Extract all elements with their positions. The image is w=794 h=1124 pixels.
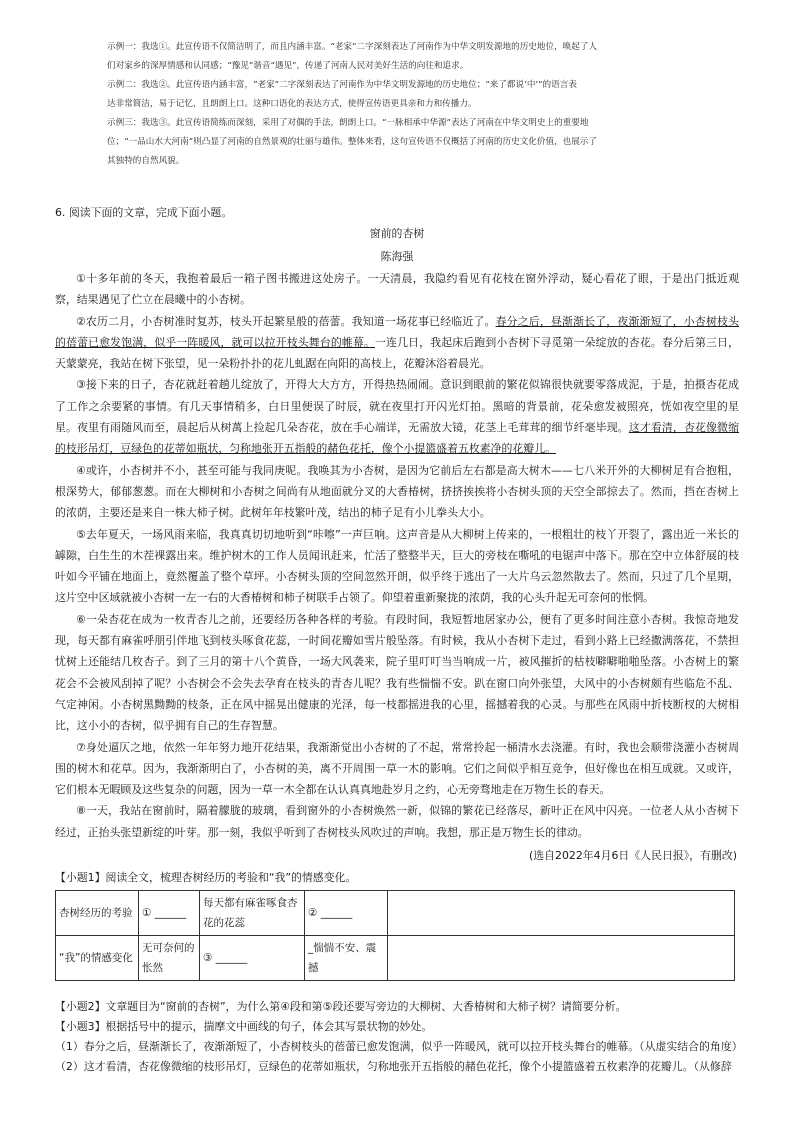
- answer-blank-3[interactable]: ③ ______: [200, 936, 305, 981]
- answer-table: [55, 890, 735, 981]
- table-row: [56, 936, 735, 981]
- paragraph-2-text: ②农历二月，小杏树准时复苏，枝头开起繁星般的蓓蕾。我知道一场花事已经临近了。: [76, 314, 496, 328]
- sub-question-2: 【小题2】文章题目为“窗前的杏树”，为什么第④段和第⑤段还要写旁边的大柳树、大香椿树和大柿子树？请简要分析。: [55, 1000, 627, 1014]
- example-2-line2: 达非常简洁，易于记忆，且朗朗上口。这种口语化的表达方式，使得宣传语更具亲和力和传播力。: [107, 99, 477, 109]
- article-source: (选自2022年4月6日《人民日报》，有删改): [529, 849, 737, 863]
- example-3-line1: 示例三：我选③。此宣传语简练而深刻，采用了对偶的手法，朗朗上口。“一脉相承中华源”表达了河南在中华文明史上的重要地: [107, 118, 589, 128]
- underlined-sentence-2: 这才看清，杏花像微缩的枝形吊灯，豆绿色的花蒂如瓶状，匀称地张开五指般的赭色花托，像个小提篮盛着五枚素净的花瓣儿。: [55, 421, 739, 456]
- question-6: [55, 203, 743, 1077]
- example-3-line3: 其独特的自然风貌。: [107, 156, 185, 166]
- example-1-line1: 示例一：我选①。此宣传语不仅简洁明了，而且内涵丰富。“老家”二字深刻表达了河南作为中华文明发源地的历史地位，唤起了人: [107, 42, 598, 52]
- table-cell-empty: [388, 936, 735, 981]
- paragraph-7: ⑦身处逼仄之地，依然一年年努力地开花结果，我渐渐觉出小杏树的了不起，常常拎起一桶清水去浇灌。有时，我也会顺带浇灌小杏树周围的树木和花草。因为，我渐渐明白了，小杏树的美，离不开周围一草一木的影响。它们之间似乎相互竞争，但好像也在相互成就。又或许，它们根本无暇顾及这些复杂的问题，因为一草一木全都在认认真真地赴岁月之约，心无旁骛地走在万物生长的春天。: [55, 740, 739, 797]
- sub-question-3-item-1: （1）春分之后，昼渐渐长了，夜渐渐短了，小杏树枝头的蓓蕾已愈发饱满，似乎一阵暖风，就可以拉开枝头舞台的帷幕。（从虚实结合的角度）: [55, 1040, 743, 1054]
- sample-answers: [107, 38, 747, 171]
- paragraph-5: ⑤去年夏天，一场风雨来临，我真真切切地听到“咔嚓”一声巨响。这声音是从大柳树上传来的，一根粗壮的枝丫开裂了，露出近一米长的罅隙，白生生的木茬裸露出来。维护树木的工作人员闻讯赶来，忙活了整整半天，巨大的旁枝在嘶吼的电锯声中落下。那在空中立体舒展的枝叶如今平铺在地面上，竟然覆盖了整个草坪。小杏树头顶的空间忽然开朗，似乎终于逃出了一大片乌云忽然散去了。然而，只过了几个星期，这片空中区域就被小杏树一左一右的大香椿树和柿子树联手占领了。仰望着重新聚拢的浓荫，我的心头升起无可奈何的怅惘。: [55, 527, 739, 605]
- table-cell: _惴惴不安、震撼: [305, 936, 388, 981]
- paragraph-1: ①十多年前的冬天，我抱着最后一箱子图书搬进这处房子。一天清晨，我隐约看见有花枝在窗外浮动，疑心看花了眼，于是出门抵近观察，结果遇见了伫立在晨曦中的小杏树。: [55, 272, 739, 307]
- answer-blank-1[interactable]: ① ______: [139, 891, 200, 936]
- table-row: [56, 891, 735, 936]
- sub-question-3-item-2: （2）这才看清，杏花像微缩的枝形吊灯，豆绿色的花蒂如瓶状，匀称地张开五指般的赭色花托，像个小提篮盛着五枚素净的花瓣儿。（从修辞: [55, 1060, 732, 1074]
- underlined-sentence-1: 春分之后，昼渐渐长了，夜渐渐短了，小杏树枝头的蓓蕾已愈发饱满，似乎一阵暖风，就可以拉开枝头舞台的帷幕。: [55, 314, 739, 349]
- paragraph-6: ⑥一朵杏花在成为一枚青杏儿之前，还要经历各种各样的考验。有段时间，我短暂地居家办公，便有了更多时间注意小杏树。我惊奇地发现，每天都有麻雀呼朋引伴地飞到枝头啄食花蕊，一时间花瓣如雪片般坠落。有时候，我从小杏树下走过，看到小路上已经撒满落花，不禁担忧树上还能结几枚杏子。到了三月的第十八个黄昏，一场大风袭来，院子里叮叮当当响成一片，被风摧折的枯枝噼噼啪啪坠落。小杏树上的繁花会不会被风刮掉了呢？小杏树会不会失去孕育在枝头的青杏儿呢？我有些惴惴不安。趴在窗口向外张望，大风中的小杏树颇有些临危不乱、气定神闲。小杏树黑黝黝的枝条，正在风中摇晃出健康的光泽，每一枝都摇进我的心里，摇撼着我的心灵。与那些在风雨中折枝断杈的大树相比，这小小的杏树，似乎拥有自己的生存智慧。: [55, 612, 739, 733]
- paragraph-4: ④或许，小杏树并不小，甚至可能与我同庚呢。我唤其为小杏树，是因为它前后左右都是高大树木——七八米开外的大柳树足有合抱粗，根深势大，郁郁葱葱。而在大柳树和小杏树之间尚有从地面就分叉的大香椿树，挤挤挨挨将小杏树头顶的天空全部掠去了。然而，挡在杏树上的浓荫，主要还是来自一株大柿子树。此树年年枝繁叶茂，结出的柿子足有小儿拳头大小。: [55, 463, 739, 520]
- example-3-line2: 位；“一品山水大河南”则凸显了河南的自然景观的壮丽与雄伟。整体来看，这句宣传语不仅概括了河南的历史文化价值，也展示了: [107, 137, 598, 147]
- table-cell: 杏树经历的考验: [56, 891, 139, 936]
- table-cell: 每天都有麻雀啄食杏花的花蕊: [200, 891, 305, 936]
- article-body: [55, 268, 739, 843]
- sub-question-3: 【小题3】根据括号中的提示，揣摩文中画线的句子，体会其写景状物的妙处。: [55, 1020, 433, 1034]
- article-author: 陈海强: [380, 250, 414, 263]
- table-cell-empty: [388, 891, 735, 936]
- paragraph-8: ⑧一天，我站在窗前时，隔着朦胧的玻璃，看到窗外的小杏树焕然一新，似锦的繁花已经落尽，新叶正在风中闪亮。一位老人从小杏树下经过，正抬头张望新绽的叶芽。那一刻，我似乎听到了杏树枝头风吹过的声响。我想，那正是万物生长的律动。: [55, 804, 739, 839]
- table-cell: “我”的情感变化: [56, 936, 139, 981]
- table-cell: 无可奈何的怅然: [139, 936, 200, 981]
- article-title: 窗前的杏树: [369, 227, 425, 240]
- sub-question-1: 【小题1】阅读全文，梳理杏树经历的考验和“我”的情感变化。: [55, 871, 357, 885]
- paragraph-3: [55, 374, 739, 459]
- example-2-line1: 示例二：我选②。此宣传语内涵丰富，“老家”二字深刻表达了河南作为中华文明发源地的历史地位；“来了都说‘中’”的语言表: [107, 80, 577, 90]
- answer-blank-2[interactable]: ② ______: [305, 891, 388, 936]
- question-prompt: 6. 阅读下面的文章，完成下面小题。: [55, 206, 233, 219]
- example-1-line2: 们对家乡的深厚情感和认同感；“豫见”谐音“遇见”，传递了河南人民对美好生活的向往和追求。: [107, 61, 469, 71]
- sub-questions: [55, 868, 743, 1077]
- paragraph-2-rest: 一连几日，我起床后跑到小杏树下寻觅第一朵绽放的杏花。春分后第三日，天蒙蒙亮，我站在树下张望，见一朵粉扑扑的花儿虬踞在向阳的高枝上，花瓣沐浴着晨光。: [55, 335, 739, 371]
- paragraph-3-text: ③接下来的日子，杏花就赶着趟儿绽放了，开得大大方方，开得热热闹闹。意识到眼前的繁花似锦很快就要零落成泥，于是，拍摄杏花成了工作之余要紧的事情。有几天事情稍多，白日里便误了时辰，就在夜里打开闪光灯拍。黑暗的背景前，花朵愈发被照亮，恍如夜空里的星星。夜里有雨随风而至，晨起后从树萬上捡起几朵杏花，放在手心端详，无需放大镜，花茎上毛茸茸的细节纤毫毕现。: [55, 378, 739, 435]
- paragraph-2: [55, 311, 739, 375]
